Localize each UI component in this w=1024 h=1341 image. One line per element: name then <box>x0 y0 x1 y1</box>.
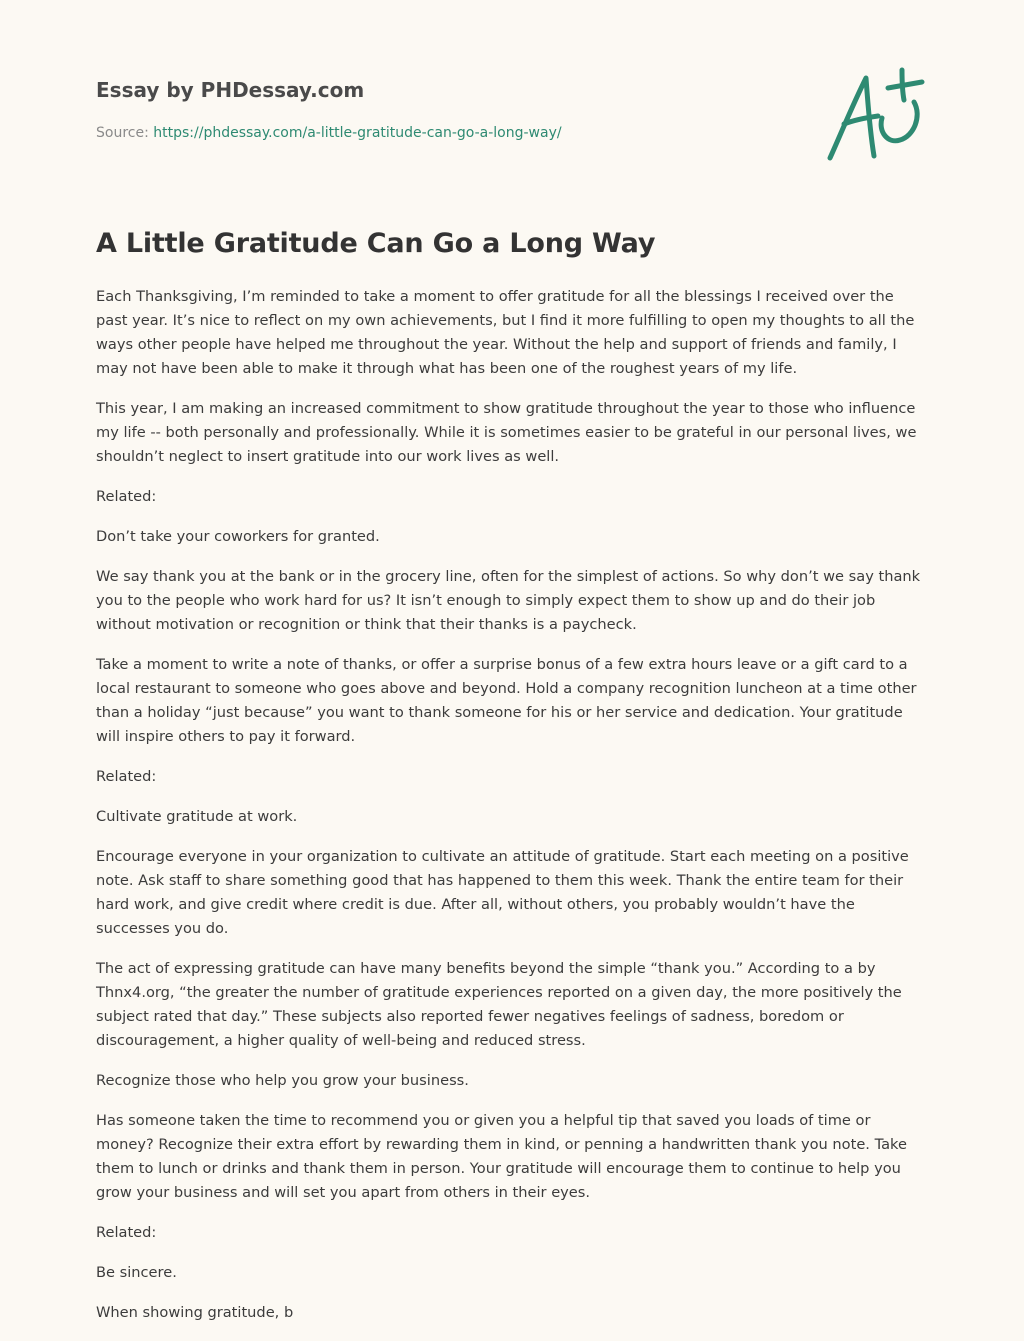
essay-subheading: Be sincere. <box>96 1264 177 1281</box>
source-link[interactable]: https://phdessay.com/a-little-gratitude-can-go-a-long-way/ <box>153 125 562 141</box>
essay-subheading: Don’t take your coworkers for granted. <box>96 528 380 545</box>
site-title: Essay by PHDessay.com <box>96 78 365 102</box>
page-header <box>96 72 928 143</box>
source-line <box>96 123 928 143</box>
related-label: Related: <box>96 488 157 505</box>
source-label: Source: <box>96 125 154 141</box>
related-label: Related: <box>96 1224 157 1241</box>
essay-body <box>96 285 928 1341</box>
essay-title: A Little Gratitude Can Go a Long Way <box>96 228 656 259</box>
essay-paragraph: Take a moment to write a note of thanks, or offer a surprise bonus of a few extra hours leave or a gift card to a local restaurant to someone who goes above and beyond. Hold a company recognition luncheon at a time other than a holiday “just because” you want to thank someone for his or her service and dedication. Your gratitude will inspire others to pay it forward. <box>96 656 917 745</box>
essay-paragraph: Has someone taken the time to recommend you or given you a helpful tip that saved you loads of time or money? Recognize their extra effort by rewarding them in kind, or penning a handwritten thank you note. Take them to lunch or drinks and thank them in person. Your gratitude will encourage them to continue to help you grow your business and will set you apart from others in their eyes. <box>96 1112 907 1201</box>
related-label: Related: <box>96 768 157 785</box>
essay-paragraph: The act of expressing gratitude can have many benefits beyond the simple “thank you.” According to a by Thnx4.org, “the greater the number of gratitude experiences reported on a given day, the more positively the subject rated that day.” These subjects also reported fewer negatives feelings of sadness, boredom or discouragement, a higher quality of well-being and reduced stress. <box>96 960 902 1049</box>
a-plus-grade-icon <box>822 66 928 166</box>
essay-paragraph: When showing gratitude, b <box>96 1304 294 1321</box>
essay-subheading: Cultivate gratitude at work. <box>96 808 298 825</box>
essay-paragraph: This year, I am making an increased commitment to show gratitude throughout the year to those who influence my life -- both personally and professionally. While it is sometimes easier to be grateful in our personal lives, we shouldn’t neglect to insert gratitude into our work lives as well. <box>96 400 917 465</box>
essay-subheading: Recognize those who help you grow your business. <box>96 1072 469 1089</box>
essay-paragraph: We say thank you at the bank or in the grocery line, often for the simplest of actions. So why don’t we say thank you to the people who work hard for us? It isn’t enough to simply expect them to show up and do their job without motivation or recognition or think that their thanks is a paycheck. <box>96 568 921 633</box>
essay-paragraph: Each Thanksgiving, I’m reminded to take a moment to offer gratitude for all the blessings I received over the past year. It’s nice to reflect on my own achievements, but I find it more fulfilling to open my thoughts to all the ways other people have helped me throughout the year. Without the help and support of friends and family, I may not have been able to make it through what has been one of the roughest years of my life. <box>96 288 915 377</box>
essay-paragraph: Encourage everyone in your organization to cultivate an attitude of gratitude. Start each meeting on a positive note. Ask staff to share something good that has happened to them this week. Thank the entire team for their hard work, and give credit where credit is due. After all, without others, you probably wouldn’t have the successes you do. <box>96 848 909 937</box>
